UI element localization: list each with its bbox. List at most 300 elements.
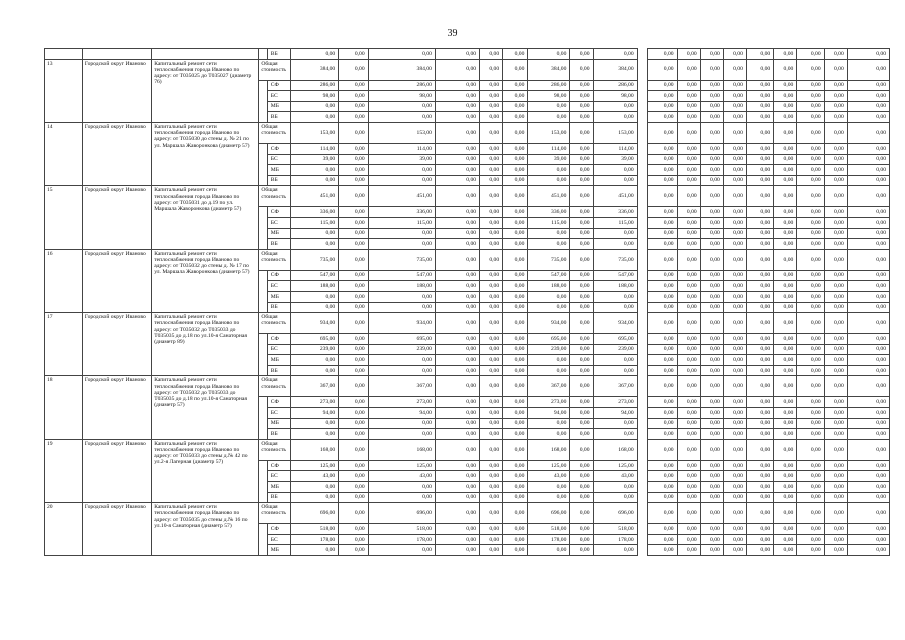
value-cell: 0,00 [593, 355, 637, 366]
value-cell: 0,00 [528, 492, 570, 503]
value-cell: 0,00 [723, 80, 746, 91]
value-cell: 0,00 [648, 186, 677, 207]
value-cell: 0,00 [648, 122, 677, 143]
value-cell: 0,00 [700, 418, 723, 429]
value-cell: 0,00 [648, 344, 677, 355]
funding-code: БС [267, 281, 290, 292]
value-cell: 0,00 [339, 59, 368, 80]
value-cell: 0,00 [847, 545, 889, 556]
value-cell: 0,00 [677, 429, 700, 440]
column-gap [637, 239, 648, 250]
value-cell: 0,00 [774, 80, 797, 91]
description-cell: Капитальный ремонт сети теплоснабжения города Иваново по адресу: от Т035032 до Т035033 до Т035035 до д.18 по ул.10-я Санаторная (диаметр 89) [152, 313, 259, 376]
table-row [45, 186, 890, 207]
value-cell: 0,00 [593, 239, 637, 250]
value-cell: 0,00 [435, 281, 479, 292]
value-cell: 0,00 [774, 313, 797, 334]
value-cell: 0,00 [746, 175, 773, 186]
value-cell: 0,00 [480, 439, 503, 460]
in-that-number-label [259, 270, 267, 312]
funding-code: МБ [267, 482, 290, 493]
value-cell: 0,00 [774, 165, 797, 176]
value-cell: 384,00 [368, 59, 435, 80]
value-cell: 0,00 [774, 365, 797, 376]
description-cell: Капитальный ремонт сети теплоснабжения города Иваново по адресу: от Т035030 до стены д. № 21 по ул. Маршала Жаворонкова (диаметр 57) [152, 122, 259, 185]
value-cell: 0,00 [824, 101, 847, 112]
value-cell: 0,00 [648, 207, 677, 218]
value-cell: 0,00 [677, 154, 700, 165]
value-cell: 0,00 [797, 503, 824, 524]
value-cell: 0,00 [503, 122, 528, 143]
value-cell: 0,00 [774, 270, 797, 281]
value-cell: 0,00 [435, 524, 479, 535]
value-cell: 0,00 [648, 365, 677, 376]
value-cell: 0,00 [677, 418, 700, 429]
value-cell: 0,00 [774, 217, 797, 228]
value-cell: 0,00 [847, 439, 889, 460]
value-cell: 336,00 [290, 207, 338, 218]
value-cell: 0,00 [700, 165, 723, 176]
value-cell: 0,00 [368, 302, 435, 313]
value-cell: 518,00 [528, 524, 570, 535]
row-number: 20 [45, 503, 83, 556]
value-cell: 0,00 [435, 302, 479, 313]
value-cell: 0,00 [648, 471, 677, 482]
page-number: 39 [447, 28, 458, 39]
value-cell: 0,00 [746, 439, 773, 460]
value-cell: 0,00 [570, 355, 593, 366]
value-cell: 0,00 [648, 143, 677, 154]
funding-code: СФ [267, 524, 290, 535]
value-cell: 0,00 [746, 207, 773, 218]
value-cell: 0,00 [746, 429, 773, 440]
value-cell: 0,00 [847, 365, 889, 376]
value-cell: 0,00 [723, 239, 746, 250]
value-cell: 168,00 [593, 439, 637, 460]
value-cell: 0,00 [824, 439, 847, 460]
value-cell: 0,00 [503, 186, 528, 207]
value-cell: 0,00 [648, 249, 677, 270]
value-cell: 0,00 [677, 239, 700, 250]
value-cell: 0,00 [797, 408, 824, 419]
total-cost-label: Общая стоимость [259, 313, 291, 334]
value-cell: 0,00 [847, 460, 889, 471]
district-cell: Городской округ Иваново [82, 313, 151, 376]
value-cell: 0,00 [723, 439, 746, 460]
value-cell: 98,00 [290, 91, 338, 102]
value-cell: 0,00 [774, 460, 797, 471]
value-cell: 0,00 [290, 355, 338, 366]
value-cell: 934,00 [290, 313, 338, 334]
value-cell: 0,00 [503, 492, 528, 503]
value-cell: 43,00 [368, 471, 435, 482]
value-cell: 0,00 [723, 397, 746, 408]
value-cell: 0,00 [677, 439, 700, 460]
value-cell: 0,00 [700, 545, 723, 556]
value-cell: 367,00 [290, 376, 338, 397]
column-gap [637, 313, 648, 334]
value-cell: 0,00 [339, 418, 368, 429]
column-gap [637, 291, 648, 302]
value-cell: 0,00 [746, 49, 773, 60]
value-cell: 0,00 [648, 429, 677, 440]
value-cell: 0,00 [480, 281, 503, 292]
value-cell: 0,00 [435, 270, 479, 281]
value-cell: 0,00 [746, 334, 773, 345]
value-cell: 0,00 [593, 175, 637, 186]
value-cell: 0,00 [368, 112, 435, 123]
value-cell: 0,00 [570, 270, 593, 281]
value-cell: 94,00 [368, 408, 435, 419]
value-cell: 0,00 [797, 302, 824, 313]
value-cell: 0,00 [503, 143, 528, 154]
column-gap [637, 418, 648, 429]
value-cell: 0,00 [570, 534, 593, 545]
value-cell: 0,00 [824, 186, 847, 207]
value-cell: 0,00 [435, 59, 479, 80]
row-number [45, 49, 83, 60]
value-cell: 0,00 [435, 154, 479, 165]
value-cell: 0,00 [824, 418, 847, 429]
value-cell: 0,00 [503, 355, 528, 366]
value-cell: 0,00 [746, 101, 773, 112]
value-cell: 0,00 [677, 365, 700, 376]
value-cell: 0,00 [290, 365, 338, 376]
value-cell: 0,00 [797, 91, 824, 102]
funding-code: ВБ [267, 492, 290, 503]
value-cell: 695,00 [528, 334, 570, 345]
value-cell: 0,00 [480, 355, 503, 366]
value-cell: 0,00 [528, 101, 570, 112]
value-cell: 98,00 [593, 91, 637, 102]
value-cell: 0,00 [677, 165, 700, 176]
value-cell: 0,00 [723, 91, 746, 102]
value-cell: 0,00 [570, 80, 593, 91]
value-cell: 0,00 [847, 228, 889, 239]
funding-code: ВБ [267, 239, 290, 250]
value-cell: 0,00 [528, 429, 570, 440]
value-cell: 239,00 [528, 344, 570, 355]
value-cell: 0,00 [480, 460, 503, 471]
value-cell: 0,00 [824, 376, 847, 397]
value-cell: 0,00 [746, 91, 773, 102]
district-cell: Городской округ Иваново [82, 59, 151, 122]
value-cell: 0,00 [570, 154, 593, 165]
value-cell: 0,00 [648, 165, 677, 176]
value-cell: 273,00 [290, 397, 338, 408]
value-cell: 0,00 [368, 365, 435, 376]
value-cell: 0,00 [824, 365, 847, 376]
value-cell: 0,00 [797, 291, 824, 302]
value-cell: 0,00 [723, 154, 746, 165]
value-cell: 0,00 [797, 143, 824, 154]
value-cell: 0,00 [339, 334, 368, 345]
value-cell: 0,00 [700, 534, 723, 545]
column-gap [637, 408, 648, 419]
value-cell: 547,00 [290, 270, 338, 281]
value-cell: 0,00 [723, 207, 746, 218]
value-cell: 0,00 [746, 408, 773, 419]
value-cell: 0,00 [723, 112, 746, 123]
value-cell: 0,00 [677, 101, 700, 112]
value-cell: 0,00 [435, 291, 479, 302]
value-cell: 286,00 [528, 80, 570, 91]
value-cell: 0,00 [503, 418, 528, 429]
value-cell: 0,00 [648, 376, 677, 397]
value-cell: 0,00 [339, 228, 368, 239]
value-cell: 0,00 [648, 112, 677, 123]
value-cell: 178,00 [290, 534, 338, 545]
column-gap [637, 186, 648, 207]
value-cell: 125,00 [368, 460, 435, 471]
value-cell: 0,00 [774, 439, 797, 460]
value-cell: 39,00 [593, 154, 637, 165]
value-cell: 518,00 [593, 524, 637, 535]
value-cell: 0,00 [368, 239, 435, 250]
value-cell: 0,00 [339, 291, 368, 302]
value-cell: 0,00 [503, 217, 528, 228]
value-cell: 0,00 [435, 80, 479, 91]
value-cell: 0,00 [368, 228, 435, 239]
value-cell: 0,00 [290, 429, 338, 440]
value-cell: 0,00 [677, 397, 700, 408]
value-cell: 153,00 [528, 122, 570, 143]
column-gap [637, 217, 648, 228]
value-cell: 0,00 [824, 228, 847, 239]
value-cell: 0,00 [774, 302, 797, 313]
value-cell: 0,00 [824, 482, 847, 493]
value-cell: 0,00 [503, 101, 528, 112]
value-cell: 367,00 [528, 376, 570, 397]
value-cell: 0,00 [746, 524, 773, 535]
value-cell: 0,00 [648, 460, 677, 471]
column-gap [637, 112, 648, 123]
value-cell: 0,00 [774, 175, 797, 186]
value-cell: 0,00 [503, 365, 528, 376]
value-cell: 0,00 [368, 175, 435, 186]
value-cell: 0,00 [746, 534, 773, 545]
value-cell: 0,00 [746, 460, 773, 471]
value-cell: 0,00 [290, 482, 338, 493]
district-cell: Городской округ Иваново [82, 249, 151, 312]
funding-code: МБ [267, 291, 290, 302]
value-cell: 0,00 [746, 112, 773, 123]
value-cell: 0,00 [824, 49, 847, 60]
value-cell: 0,00 [648, 355, 677, 366]
value-cell: 0,00 [503, 397, 528, 408]
value-cell: 0,00 [648, 503, 677, 524]
value-cell: 0,00 [480, 207, 503, 218]
value-cell: 0,00 [570, 49, 593, 60]
value-cell: 178,00 [528, 534, 570, 545]
column-gap [637, 207, 648, 218]
value-cell: 0,00 [700, 249, 723, 270]
value-cell: 0,00 [435, 112, 479, 123]
value-cell: 0,00 [648, 91, 677, 102]
value-cell: 696,00 [528, 503, 570, 524]
value-cell: 0,00 [677, 344, 700, 355]
value-cell: 0,00 [700, 49, 723, 60]
funding-code: ВБ [267, 175, 290, 186]
value-cell: 0,00 [503, 249, 528, 270]
value-cell: 384,00 [593, 59, 637, 80]
value-cell: 0,00 [700, 302, 723, 313]
value-cell: 0,00 [503, 91, 528, 102]
value-cell: 43,00 [528, 471, 570, 482]
value-cell: 0,00 [339, 281, 368, 292]
value-cell: 0,00 [503, 59, 528, 80]
value-cell: 0,00 [648, 217, 677, 228]
row-number: 15 [45, 186, 83, 249]
value-cell: 0,00 [339, 397, 368, 408]
value-cell: 0,00 [746, 154, 773, 165]
value-cell: 0,00 [797, 101, 824, 112]
value-cell: 0,00 [723, 534, 746, 545]
column-gap [637, 175, 648, 186]
total-cost-label: Общая стоимость [259, 503, 291, 524]
value-cell: 0,00 [797, 207, 824, 218]
value-cell: 696,00 [290, 503, 338, 524]
value-cell: 518,00 [290, 524, 338, 535]
funding-code: БС [267, 344, 290, 355]
value-cell: 0,00 [797, 270, 824, 281]
value-cell: 0,00 [648, 418, 677, 429]
value-cell: 0,00 [824, 217, 847, 228]
value-cell: 0,00 [824, 165, 847, 176]
value-cell: 0,00 [700, 101, 723, 112]
value-cell: 0,00 [570, 186, 593, 207]
value-cell: 0,00 [774, 344, 797, 355]
value-cell: 0,00 [847, 101, 889, 112]
column-gap [637, 122, 648, 143]
value-cell: 0,00 [290, 228, 338, 239]
value-cell: 0,00 [677, 534, 700, 545]
value-cell: 0,00 [570, 503, 593, 524]
value-cell: 0,00 [746, 239, 773, 250]
value-cell: 0,00 [774, 281, 797, 292]
value-cell: 98,00 [368, 91, 435, 102]
funding-code: ВБ [267, 112, 290, 123]
value-cell: 0,00 [847, 534, 889, 545]
value-cell: 0,00 [368, 492, 435, 503]
column-gap [637, 355, 648, 366]
value-cell: 0,00 [339, 49, 368, 60]
value-cell: 0,00 [824, 471, 847, 482]
value-cell: 0,00 [700, 154, 723, 165]
value-cell: 0,00 [700, 186, 723, 207]
value-cell: 0,00 [339, 471, 368, 482]
value-cell: 0,00 [774, 249, 797, 270]
description-cell: Капитальный ремонт сети теплоснабжения города Иваново по адресу: от Т035033 до стены д.№ 42 по ул.2-я Лагерная (диаметр 57) [152, 439, 259, 502]
value-cell: 0,00 [593, 482, 637, 493]
value-cell: 0,00 [847, 154, 889, 165]
value-cell: 0,00 [570, 175, 593, 186]
value-cell: 0,00 [746, 228, 773, 239]
value-cell: 0,00 [480, 186, 503, 207]
value-cell: 0,00 [847, 482, 889, 493]
row-number: 13 [45, 59, 83, 122]
value-cell: 0,00 [503, 207, 528, 218]
value-cell: 0,00 [774, 143, 797, 154]
value-cell: 0,00 [435, 228, 479, 239]
value-cell: 336,00 [593, 207, 637, 218]
column-gap [637, 460, 648, 471]
value-cell: 0,00 [677, 207, 700, 218]
value-cell: 98,00 [528, 91, 570, 102]
value-cell: 0,00 [824, 302, 847, 313]
value-cell: 0,00 [368, 165, 435, 176]
column-gap [637, 439, 648, 460]
value-cell: 0,00 [339, 249, 368, 270]
in-that-number-label [259, 334, 267, 376]
column-gap [637, 80, 648, 91]
value-cell: 0,00 [570, 91, 593, 102]
in-that-number-label [259, 80, 267, 122]
value-cell: 0,00 [339, 439, 368, 460]
value-cell: 0,00 [528, 49, 570, 60]
value-cell: 0,00 [480, 249, 503, 270]
value-cell: 0,00 [339, 165, 368, 176]
value-cell: 0,00 [648, 313, 677, 334]
value-cell: 0,00 [290, 239, 338, 250]
value-cell: 0,00 [480, 122, 503, 143]
value-cell: 168,00 [528, 439, 570, 460]
table-row [45, 503, 890, 524]
column-gap [637, 228, 648, 239]
value-cell: 0,00 [847, 313, 889, 334]
value-cell: 94,00 [528, 408, 570, 419]
value-cell: 367,00 [368, 376, 435, 397]
value-cell: 0,00 [677, 270, 700, 281]
value-cell: 0,00 [700, 270, 723, 281]
value-cell: 0,00 [746, 165, 773, 176]
value-cell: 0,00 [797, 460, 824, 471]
value-cell: 0,00 [435, 143, 479, 154]
column-gap [637, 249, 648, 270]
value-cell: 0,00 [746, 503, 773, 524]
value-cell: 0,00 [677, 122, 700, 143]
value-cell: 0,00 [824, 249, 847, 270]
value-cell: 0,00 [368, 101, 435, 112]
value-cell: 0,00 [700, 524, 723, 535]
value-cell: 0,00 [746, 302, 773, 313]
value-cell: 188,00 [528, 281, 570, 292]
value-cell: 0,00 [824, 291, 847, 302]
value-cell: 0,00 [435, 239, 479, 250]
value-cell: 0,00 [774, 492, 797, 503]
value-cell: 0,00 [723, 355, 746, 366]
value-cell: 0,00 [339, 122, 368, 143]
value-cell: 0,00 [368, 545, 435, 556]
column-gap [637, 365, 648, 376]
funding-code: БС [267, 408, 290, 419]
value-cell: 0,00 [774, 154, 797, 165]
value-cell: 0,00 [368, 355, 435, 366]
value-cell: 0,00 [503, 471, 528, 482]
value-cell: 0,00 [797, 334, 824, 345]
value-cell: 0,00 [570, 524, 593, 535]
value-cell: 0,00 [746, 291, 773, 302]
value-cell: 0,00 [700, 80, 723, 91]
value-cell: 0,00 [480, 545, 503, 556]
value-cell: 0,00 [339, 355, 368, 366]
value-cell: 0,00 [677, 228, 700, 239]
value-cell: 0,00 [797, 344, 824, 355]
value-cell: 0,00 [824, 408, 847, 419]
value-cell: 0,00 [503, 376, 528, 397]
value-cell: 0,00 [435, 397, 479, 408]
value-cell: 115,00 [368, 217, 435, 228]
